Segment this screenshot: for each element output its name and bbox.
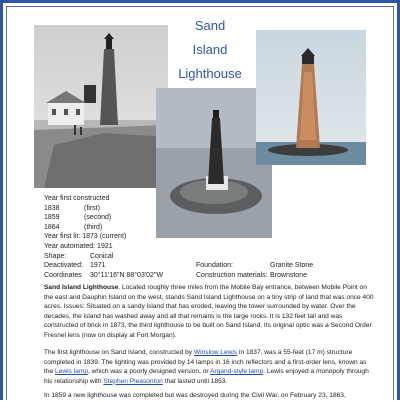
history-text-2: in 1837, was a 55-feet (17 m) structure completed in 1839. The lighting was provided by 14 lamps in 16 inch reflectors and a first-order lens, known as the [44,349,367,376]
shape-value: Conical [90,252,114,260]
intro-bold: Sand Island Lighthouse [44,284,119,291]
intro-paragraph [44,283,374,341]
year-1: 1838 [44,204,60,212]
foundation-value: Granite Stone [270,262,314,269]
year-3-note: (third) [84,223,103,231]
argand-lamp-link[interactable]: Argand-style lamp [210,368,264,376]
history-text-4: . Lewis enjoyed a monopoly through his relationship with [44,368,369,385]
history-text-5: that lasted until 1853. [162,377,228,385]
intro-text: . Located roughly three miles from the Mobile Bay entrance, between Mobile Point on the east and Dauphin Island on the west, stands Sand Island Lighthouse on a tiny strip of land that was once 400 acres. Issues: Situated on a sandy island that has eroded, leaving the tower surrounded by water. Over the decades, the island has washed away and all that remains is the large rocks. It is 132 feet tall and was constructed of brick in 1873, the third lighthouse to be built on Sand Island. Its original optic was a Second Order Fresnel lens (now on display at Fort Morgan). [44,284,374,339]
winslow-lewis-link[interactable]: Winslow Lewis [193,349,238,356]
civil-war-paragraph [44,391,374,401]
automated: Year automated: 1921 [44,242,113,250]
color-lighthouse-image [256,30,366,165]
coordinates-value: 30°11'16"N 88°03'02"W [90,271,164,279]
deactivated-value: 1971 [90,262,106,270]
year-2-note: (second) [84,214,112,222]
materials-value: Brownstone [270,271,307,279]
civil-war-text: In 1859 a new lighthouse was completed but was destroyed during the Civil War, on February 23, 1863, [44,392,346,399]
history-paragraph [44,348,374,386]
first-lit: Year first lit: 1873 (current) [44,233,127,241]
year-1-note: (first) [84,204,100,212]
color-lighthouse-photo [256,30,366,165]
history-text-1: The first lighthouse on Sand Island, constructed by [44,349,194,356]
shape-label: Shape: [44,252,67,260]
title-line-2: Island [192,42,228,57]
aerial-lighthouse-photo [156,88,272,238]
first-constructed-label: Year first constructed [44,195,110,202]
materials-label: Construction materials: [196,271,268,279]
title-line-1: Sand [194,18,226,33]
aerial-lighthouse-image [156,88,272,238]
year-2: 1859 [44,214,60,222]
historic-lighthouse-photo [34,25,168,188]
stephen-pleasonton-link[interactable]: Stephen Pleasonton [103,377,163,385]
foundation-label: Foundation: [196,262,233,269]
historic-lighthouse-image [34,25,168,188]
page-title [170,14,250,86]
lewis-lamp-link[interactable]: Lewis lamp [55,368,88,376]
title-line-3: Lighthouse [178,66,242,81]
deactivated-label: Deactivated: [44,262,83,270]
coordinates-label: Coordinates [44,271,82,279]
year-3: 1864 [44,223,60,231]
history-text-3: , which was a poorly designed version, or [87,368,211,376]
